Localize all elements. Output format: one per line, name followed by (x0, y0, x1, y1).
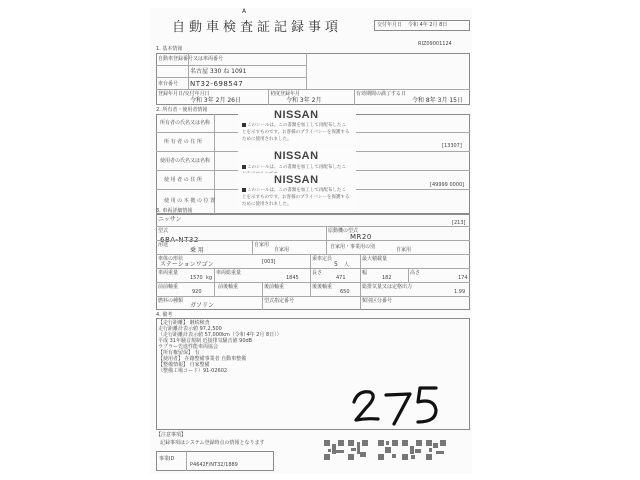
fuel-label: 燃料の種類 (158, 298, 184, 304)
rear-front-axle-label: 後前軸重 (264, 284, 285, 290)
qr-code (348, 440, 368, 460)
section1-heading: 1. 基本情報 (156, 46, 183, 52)
user-name-label: 使用者の氏名又は名称 (160, 158, 211, 164)
gross-weight-label: 車両総重量 (216, 270, 242, 276)
owner-address-label: 所 有 者 の 住 所 (164, 139, 202, 145)
model-value: 6BA-NT32 (160, 236, 199, 244)
first-reg-label: 登録年月日/交付年月日 (158, 91, 210, 97)
document-number: RIZ09001124 (418, 41, 452, 47)
record-id-label: 事業ID (159, 456, 175, 462)
remarks-line: （走行距離計表示値 57,000km（令和 4年 2月 8日）） (158, 332, 282, 338)
front-axle-label: 前前軸重 (158, 284, 179, 290)
type-number-label: 型式指定番号 (264, 298, 295, 304)
nissan-logo: NISSAN (274, 109, 319, 121)
issue-date-label: 交付年月日 (377, 22, 403, 28)
engine-value: MR20 (350, 233, 372, 241)
section2-heading: 2. 所有者・使用者情報 (156, 107, 208, 113)
rear-axle-value: 650 (340, 289, 350, 295)
width-label: 幅 (362, 270, 368, 276)
expiry-label: 有効期間の満了する日 (356, 91, 407, 97)
base-location-label: 使 用 の 本 拠 の 位 置 (164, 198, 216, 204)
displacement-value: 1.99 (454, 289, 466, 295)
private-value: 自家用 (274, 247, 290, 253)
use-label: 用途 (158, 242, 169, 248)
privacy-sticker-1 (238, 108, 356, 144)
handwritten-number (348, 382, 444, 434)
purpose-label: 自家用・事業用の別 (330, 244, 376, 250)
initial-reg-value: 令和 3年 2月 (286, 97, 322, 104)
nissan-logo: NISSAN (274, 150, 319, 162)
remarks-line: （整備工場コード）91-02602 (158, 368, 228, 374)
handwritten-number-drawing (348, 382, 444, 430)
remarks-line: 平成 31年騒音規制 近接排気騒音値 90dB (158, 338, 253, 344)
qr-code (324, 440, 344, 460)
maker-value: ニッサン (158, 216, 182, 223)
remarks-line: 【所有権留保】 有 (158, 350, 200, 356)
capacity-unit: 人 (344, 262, 350, 268)
fuel-value: ガソリン (190, 302, 215, 309)
copy-label: A (242, 8, 247, 15)
weight-label: 車両重量 (158, 270, 179, 276)
body-value: ステーションワゴン (160, 261, 214, 268)
privacy-sticker-3 (238, 173, 356, 209)
body-code: [003] (262, 259, 276, 265)
remarks-line: ラプラー先進性能車両協会 (158, 344, 219, 350)
capacity-value: 5 (334, 261, 338, 268)
weight-value: 1570 (190, 275, 203, 281)
length-label: 長さ (312, 270, 323, 276)
maker-code: [213] (452, 220, 466, 226)
height-value: 174 (458, 275, 468, 281)
issue-date-value: 令和 4年 2月 8日 (408, 22, 448, 28)
remarks-line: 【走行距離】 継続検査 (158, 320, 210, 326)
qr-code (378, 440, 398, 460)
owner-name-label: 所有者の氏名又は名称 (160, 120, 211, 126)
width-value: 182 (382, 275, 392, 281)
front-rear-axle-label: 前後軸重 (218, 284, 239, 290)
privacy-sticker-2 (238, 149, 356, 173)
document-title: 自動車検査証記録事項 (172, 20, 343, 35)
height-label: 高さ (410, 270, 421, 276)
weight-unit: kg (206, 275, 213, 281)
gross-weight-value: 1845 (286, 275, 299, 281)
purpose-value: 自家用 (396, 247, 412, 253)
section4-heading: 4. 備考 (156, 312, 173, 318)
first-reg-value: 令和 3年 2月 26日 (190, 97, 241, 104)
nissan-logo: NISSAN (274, 174, 319, 186)
displacement-label: 総排気量又は定格出力 (362, 284, 413, 290)
model-label: 型式 (158, 228, 169, 234)
reg-no-value: 名古屋 330 ね 1091 (190, 68, 247, 75)
engine-label: 原動機の型式 (328, 228, 359, 234)
expiry-value: 令和 8年 3月 15日 (412, 97, 463, 104)
notes-label: 【注意事項】 (156, 432, 187, 438)
chassis-value: NT32-698547 (190, 80, 244, 88)
private-label: 自家用 (254, 242, 270, 248)
remarks-line: 【整備情報】 自家整備 (158, 362, 210, 368)
front-axle-value: 920 (192, 289, 202, 295)
rear-axle-label: 後後軸重 (312, 284, 333, 290)
reg-no-label: 自動車登録番号又は車両番号 (158, 56, 224, 62)
length-value: 471 (336, 275, 346, 281)
max-load-label: 最大積載量 (362, 256, 388, 262)
user-address-label: 使 用 者 の 住 所 (164, 177, 202, 183)
class-number-label: 類別区分番号 (362, 298, 393, 304)
owner-code: [13307] (442, 143, 462, 149)
privacy-notice: このシールは、この書類を加工して再配布したこ (242, 164, 350, 178)
privacy-notice: このシールは、この書類を加工して再配布したことを示すものです。お客様のプライバシーを保護するために使用されました。 (242, 188, 350, 207)
capacity-label: 乗車定員 (312, 256, 333, 262)
remarks-line: 【使用者】 在籍整備事業者 自動車整備 (158, 356, 247, 362)
user-code: [49999 0000] (430, 182, 465, 188)
privacy-notice: このシールは、この書類を加工して再配布したことを示すものです。お客様のプライバシーを保護するために使用されました。 (242, 123, 350, 142)
qr-code (402, 440, 422, 460)
qr-code (426, 440, 446, 460)
use-value: 乗 用 (190, 247, 204, 254)
record-id-value: P4642F/NT32/1889 (190, 462, 238, 468)
section3-heading: 3. 車両詳細情報 (156, 208, 193, 214)
notes-text: 記録事項はシステム登録時点の情報となります (160, 440, 265, 446)
body-label: 車体の形状 (158, 256, 184, 262)
chassis-label: 車台番号 (158, 81, 179, 87)
initial-reg-label: 初度登録年月 (270, 91, 301, 97)
remarks-line: 走行距離計表示値 97,2,500 (158, 326, 222, 332)
